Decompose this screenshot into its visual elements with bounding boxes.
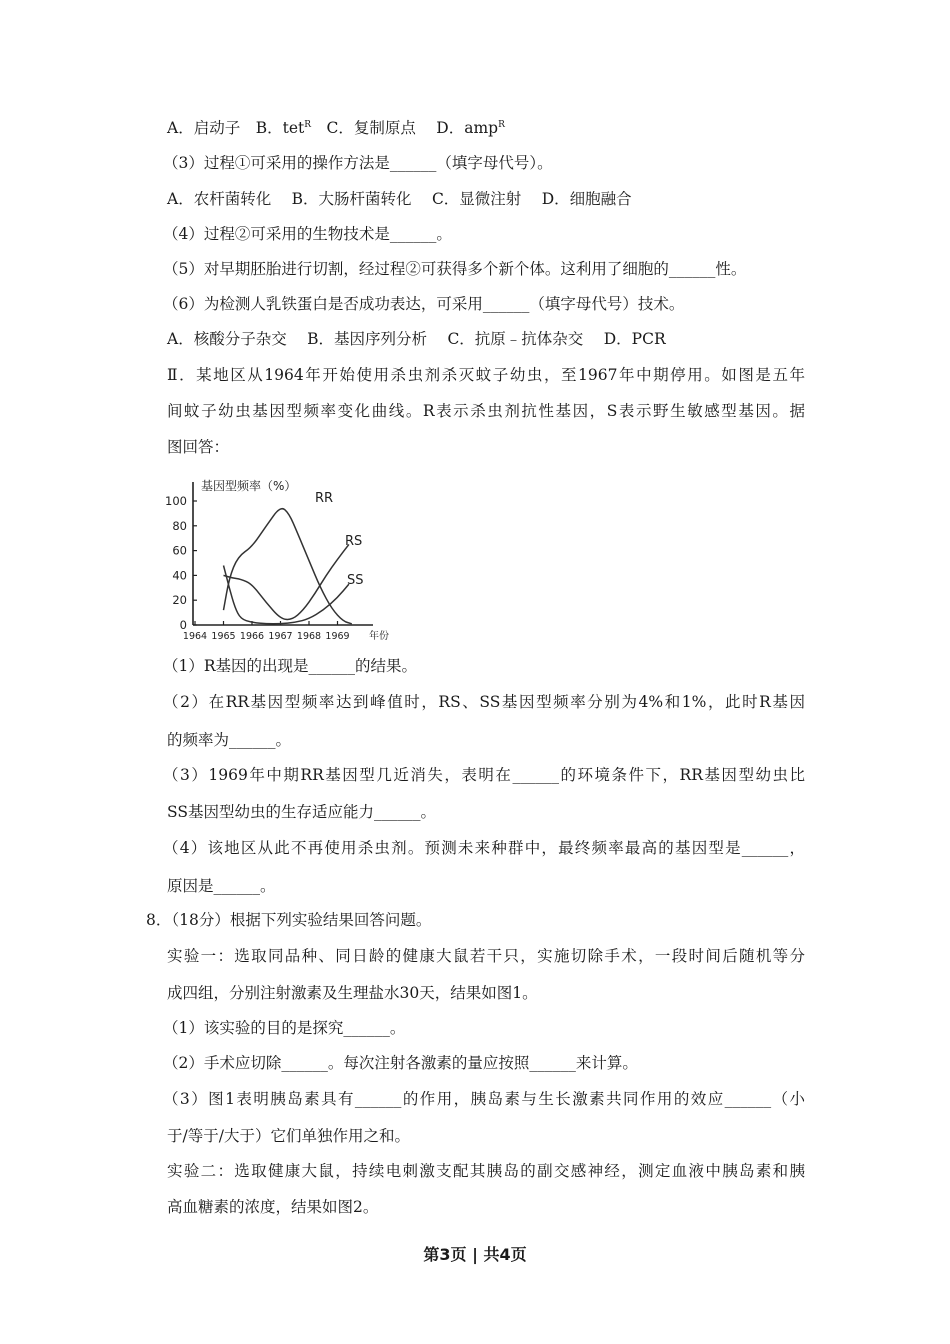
text-line: Ⅱ．某地区从1964年开始使用杀虫剂杀灭蚊子幼虫，至1967年中期停用。如图是五年 <box>167 366 805 384</box>
text-line: （2）在RR基因型频率达到峰值时，RS、SS基因型频率分别为4%和1%，此时R基因 <box>163 693 805 711</box>
series-line-ss <box>224 566 349 624</box>
text-line: 原因是______。 <box>167 877 276 895</box>
text-line: （3）1969年中期RR基因型几近消失，表明在______的环境条件下，RR基因型幼虫比 <box>163 766 805 784</box>
x-tick-label: 1967 <box>268 631 293 642</box>
text-line: （2）手术应切除______。每次注射各激素的量应按照______来计算。 <box>163 1054 638 1072</box>
text-line: 成四组，分别注射激素及生理盐水30天，结果如图1。 <box>167 984 538 1002</box>
y-tick-label: 100 <box>165 494 187 508</box>
series-label-ss: SS <box>347 573 364 588</box>
x-tick-label: 1966 <box>239 631 265 642</box>
text-line: （5）对早期胚胎进行切割，经过程②可获得多个新个体。这利用了细胞的______性。 <box>163 260 747 278</box>
series-line-rs <box>224 544 349 619</box>
y-tick-label: 20 <box>172 593 187 608</box>
text-line: 高血糖素的浓度，结果如图2。 <box>167 1198 379 1216</box>
text-line: 图回答： <box>167 438 230 456</box>
text-line: A．农杆菌转化 B．大肠杆菌转化 C．显微注射 D．细胞融合 <box>167 190 632 208</box>
page-footer: 第3页 | 共4页 <box>423 1245 527 1264</box>
text-line: 间蚊子幼虫基因型频率变化曲线。R表示杀虫剂抗性基因，S表示野生敏感型基因。据 <box>167 402 805 420</box>
x-tick-label: 1965 <box>211 631 236 642</box>
text-line: （4）该地区从此不再使用杀虫剂。预测未来种群中，最终频率最高的基因型是______， <box>163 839 805 857</box>
text-line: 于/等于/大于）它们单独作用之和。 <box>167 1127 410 1145</box>
y-tick-label: 0 <box>179 618 187 632</box>
text-line: （6）为检测人乳铁蛋白是否成功表达，可采用______（填字母代号）技术。 <box>163 295 685 313</box>
genotype-frequency-chart <box>163 474 403 648</box>
series-label-rr: RR <box>315 491 334 506</box>
text-line: （3）图1表明胰岛素具有______的作用，胰岛素与生长激素共同作用的效应______（小 <box>163 1090 805 1108</box>
text-line: （3）过程①可采用的操作方法是______（填字母代号）。 <box>163 154 553 172</box>
x-tick-label: 1968 <box>296 631 322 642</box>
y-axis-label: 基因型频率（%） <box>201 479 297 493</box>
y-tick-label: 60 <box>172 543 187 558</box>
text-line: 实验一：选取同品种、同日龄的健康大鼠若干只，实施切除手术，一段时间后随机等分 <box>167 947 805 965</box>
text-line: A．核酸分子杂交 B．基因序列分析 C．抗原﹣抗体杂交 D．PCR <box>167 330 666 348</box>
text-line: （1）该实验的目的是探究______。 <box>163 1019 406 1037</box>
text-line: （4）过程②可采用的生物技术是______。 <box>163 225 452 243</box>
text-line: （1）R基因的出现是______的结果。 <box>163 657 418 675</box>
y-tick-label: 80 <box>172 518 187 533</box>
x-tick-label: 1964 <box>182 631 208 642</box>
x-tick-label: 1969 <box>325 631 350 642</box>
text-line: 的频率为______。 <box>167 731 292 749</box>
text-line: 实验二：选取健康大鼠，持续电刺激支配其胰岛的副交感神经，测定血液中胰岛素和胰 <box>167 1162 805 1180</box>
question-heading: 8．（18分）根据下列实验结果回答问题。 <box>146 911 432 929</box>
text-line: A．启动子 B．tet$^R$ C．复制原点 D．amp$^R$ <box>167 119 505 137</box>
text-line: SS基因型幼虫的生存适应能力______。 <box>167 803 436 821</box>
y-tick-label: 40 <box>172 568 187 583</box>
series-label-rs: RS <box>345 534 363 549</box>
x-axis-label: 年份 <box>369 631 389 642</box>
